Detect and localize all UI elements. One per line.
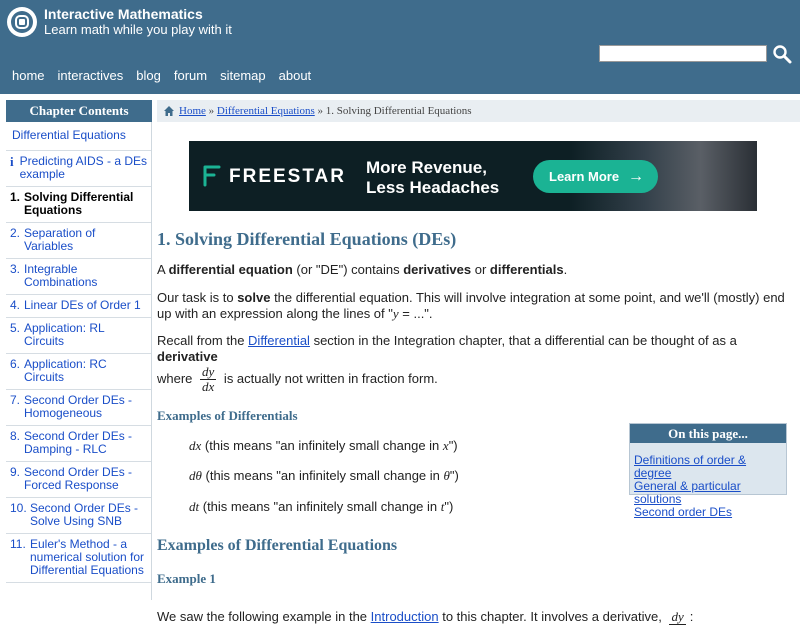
sidebar-item-predicting-aids[interactable] xyxy=(6,151,151,187)
site-header xyxy=(0,0,800,94)
search-icon[interactable] xyxy=(772,44,792,64)
fraction-dy: dy xyxy=(671,609,684,625)
sidebar-item-number: 1. xyxy=(10,190,21,204)
on-this-page-title: On this page... xyxy=(630,424,786,443)
sidebar-item-rc-circuits[interactable] xyxy=(6,354,151,390)
nav-blog[interactable]: blog xyxy=(136,68,161,83)
page-title: 1. Solving Differential Equations (DEs) xyxy=(157,229,457,249)
chapter-sidebar xyxy=(6,100,152,600)
info-icon: i xyxy=(10,154,14,169)
otp-link-general-particular[interactable]: General & particular solutions xyxy=(634,479,741,506)
sidebar-item-rl-circuits[interactable] xyxy=(6,318,151,354)
sidebar-item-label: Second Order DEs - Damping - RLC xyxy=(24,429,133,456)
sidebar-item-label: Integrable Combinations xyxy=(24,262,98,289)
sidebar-item-label: Second Order DEs - Solve Using SNB xyxy=(30,501,139,528)
sidebar-item-second-order-snb[interactable] xyxy=(6,498,151,534)
fraction-dy-dx: $\frac{dy}{dx}$ xyxy=(202,364,215,394)
nav-interactives[interactable]: interactives xyxy=(57,68,124,83)
breadcrumb-current: 1. Solving Differential Equations xyxy=(325,105,472,117)
example-differential-row: dx (this means "an infinitely small change in x") xyxy=(189,438,458,453)
sidebar-item-label: Euler's Method - a numerical solution for Differential Equations xyxy=(30,537,145,577)
ad-brand: FREESTAR xyxy=(229,166,346,187)
sidebar-item-number: 6. xyxy=(10,357,21,371)
ad-headline: More Revenue, xyxy=(366,158,487,177)
example1-heading: Example 1 xyxy=(157,571,216,586)
search-input[interactable] xyxy=(599,45,767,62)
sidebar-item-label: Linear DEs of Order 1 xyxy=(24,298,141,312)
example-differential-row: dθ (this means "an infinitely small change in θ") xyxy=(189,468,459,483)
nav-home[interactable]: home xyxy=(12,68,45,83)
breadcrumb-separator: » xyxy=(208,105,215,117)
examples-differentials-heading: Examples of Differentials xyxy=(157,408,298,423)
sidebar-item-solving-des[interactable] xyxy=(6,187,151,223)
examples-des-heading: Examples of Differential Equations xyxy=(157,537,398,554)
introduction-link[interactable]: Introduction xyxy=(370,609,439,624)
sidebar-item-linear-des[interactable] xyxy=(6,295,151,318)
ad-learn-more-button[interactable] xyxy=(533,160,658,193)
breadcrumb-separator: » xyxy=(317,105,323,117)
main-nav xyxy=(12,68,324,83)
site-tagline: Learn math while you play with it xyxy=(44,22,232,37)
on-this-page-box xyxy=(629,423,787,519)
sidebar-item-second-order-forced[interactable] xyxy=(6,462,151,498)
sidebar-item-number: 8. xyxy=(10,429,21,443)
task-paragraph: Our task is to solve the differential equation. This will involve integration at some point, and we'll (mostly) end up with an expression along the lines of "y = ...". xyxy=(157,290,785,321)
breadcrumb-section-link[interactable]: Differential Equations xyxy=(216,105,315,117)
sidebar-item-number: 10. xyxy=(10,501,27,515)
example1-paragraph: We saw the following example in the Introduction to this chapter. It involves a derivative, dy : xyxy=(157,609,694,625)
sidebar-item-number: 7. xyxy=(10,393,21,407)
sidebar-item-separation[interactable] xyxy=(6,223,151,259)
sidebar-title: Chapter Contents xyxy=(6,100,152,122)
nav-about[interactable]: about xyxy=(278,68,312,83)
arrow-right-icon: → xyxy=(628,168,644,185)
sidebar-item-number: 3. xyxy=(10,262,21,276)
site-title[interactable]: Interactive Mathematics xyxy=(44,6,203,22)
sidebar-item-eulers-method[interactable] xyxy=(6,534,151,583)
sidebar-item-label: Solving Differential Equations xyxy=(24,190,134,217)
otp-link-second-order[interactable]: Second order DEs xyxy=(634,505,733,519)
sidebar-item-number: 11. xyxy=(10,537,26,551)
breadcrumb-home-link[interactable]: Home xyxy=(179,105,206,117)
freestar-logo-icon xyxy=(203,165,221,187)
ad-banner[interactable] xyxy=(189,141,757,211)
sidebar-item-differential-equations[interactable] xyxy=(6,122,151,151)
intro-paragraph: A differential equation (or "DE") contains derivatives or differentials. xyxy=(157,262,568,277)
sidebar-item-label: Predicting AIDS - a DEs example xyxy=(19,154,148,181)
sidebar-item-number: 9. xyxy=(10,465,21,479)
ad-headline: Less Headaches xyxy=(366,178,500,197)
recall-paragraph: Recall from the Differential section in the Integration chapter, that a differential can be thought of as a derivative where $\frac{dy}{dx}$ is actually not written in fraction form. xyxy=(157,333,737,394)
site-logo-icon[interactable] xyxy=(7,7,37,37)
sidebar-item-number: 2. xyxy=(10,226,21,240)
sidebar-item-number: 5. xyxy=(10,321,21,335)
sidebar-item-integrable[interactable] xyxy=(6,259,151,295)
otp-link-definitions[interactable]: Definitions of order & degree xyxy=(634,453,747,480)
home-icon[interactable] xyxy=(163,105,175,117)
breadcrumb xyxy=(157,100,800,122)
nav-forum[interactable]: forum xyxy=(173,68,208,83)
differential-link[interactable]: Differential xyxy=(248,333,310,348)
sidebar-item-label: Second Order DEs - Forced Response xyxy=(24,465,133,492)
example-differential-row: dt (this means "an infinitely small change in t") xyxy=(189,499,454,514)
sidebar-item-label: Differential Equations xyxy=(12,128,126,142)
sidebar-item-label: Separation of Variables xyxy=(24,226,96,253)
sidebar-item-label: Application: RC Circuits xyxy=(24,357,107,384)
nav-sitemap[interactable]: sitemap xyxy=(220,68,266,83)
sidebar-item-second-order-homogeneous[interactable] xyxy=(6,390,151,426)
sidebar-item-label: Application: RL Circuits xyxy=(24,321,105,348)
ad-cta-label: Learn More xyxy=(549,169,620,184)
sidebar-item-second-order-damping[interactable] xyxy=(6,426,151,462)
sidebar-item-number: 4. xyxy=(10,298,21,312)
sidebar-item-label: Second Order DEs - Homogeneous xyxy=(24,393,133,420)
